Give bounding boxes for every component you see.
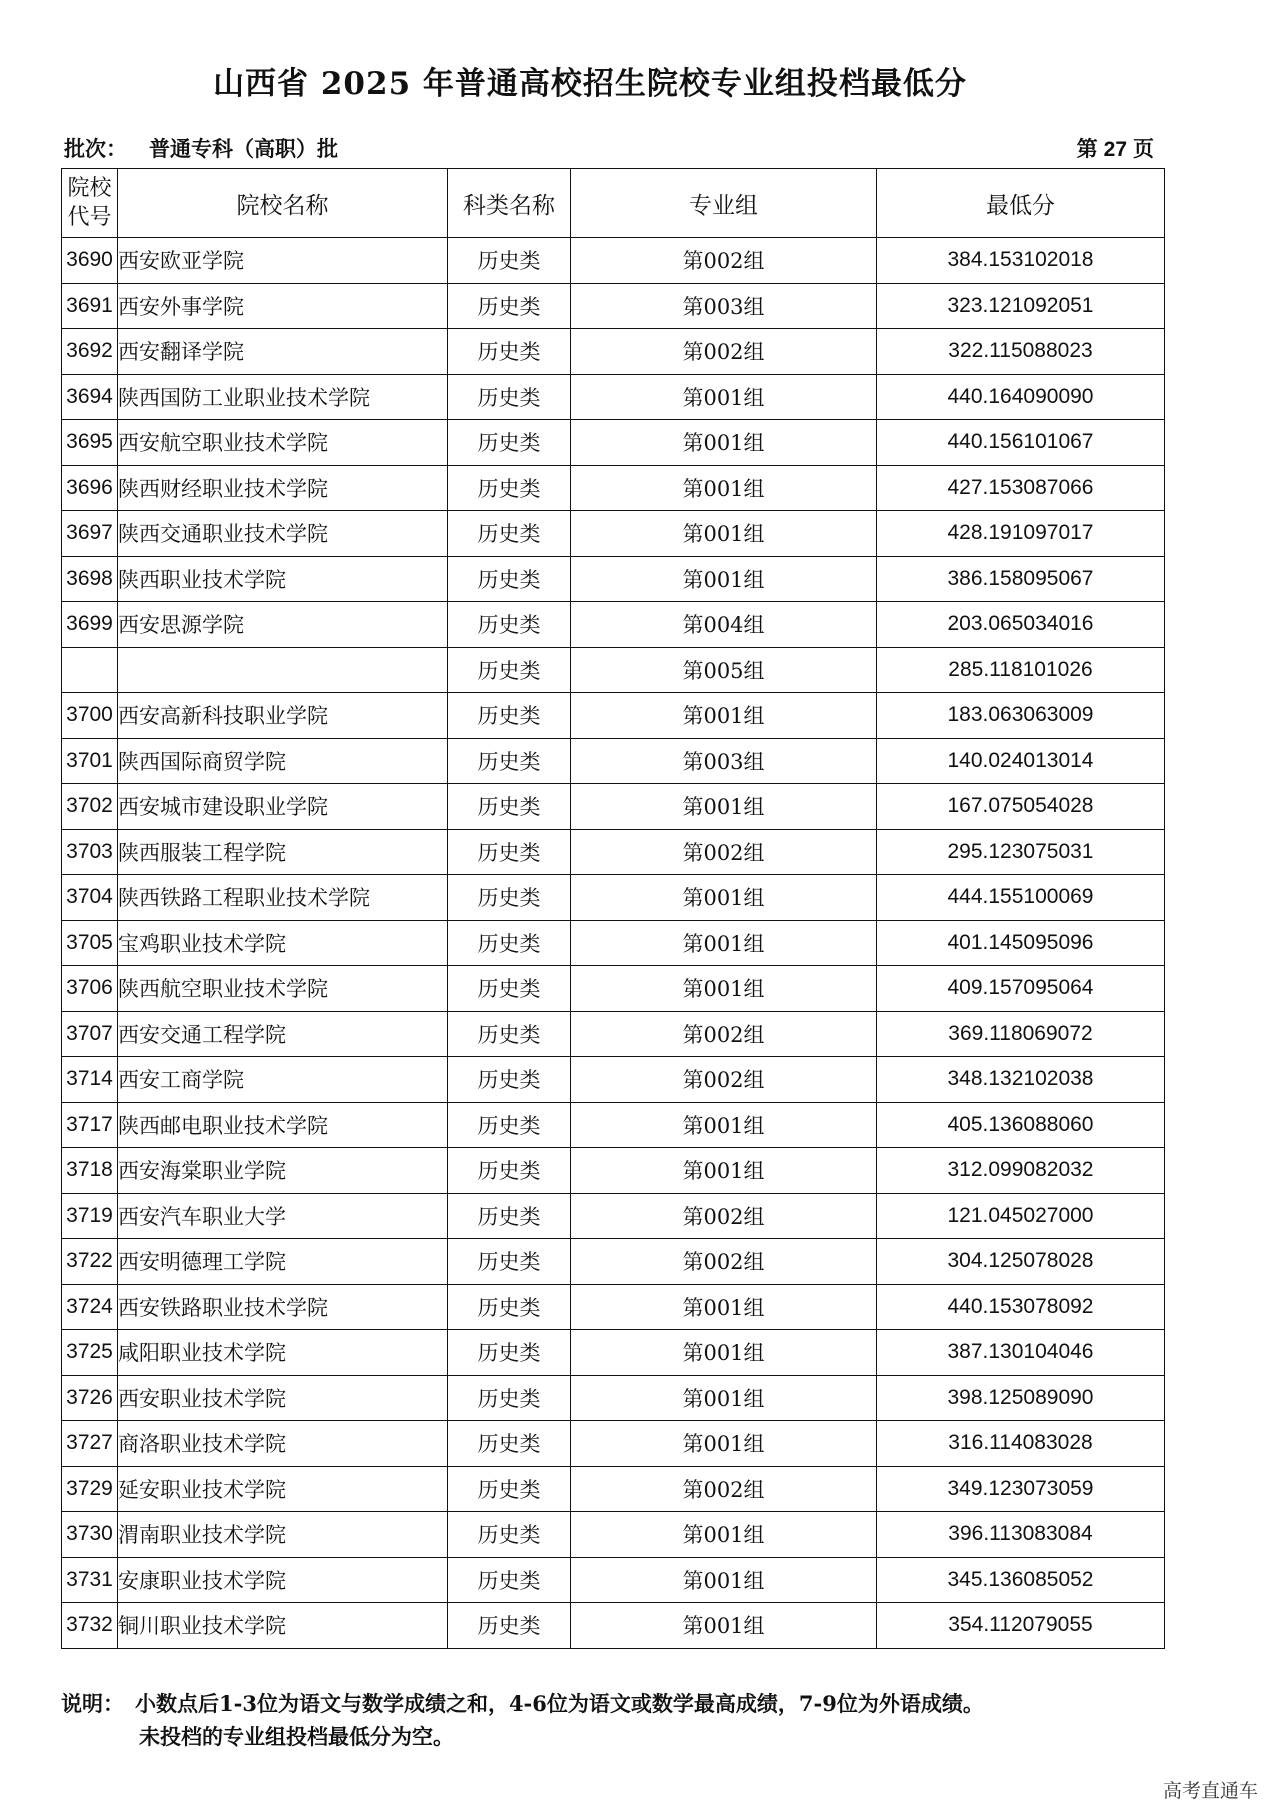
cell-code: 3698 (62, 556, 118, 602)
cell-score: 312.099082032 (877, 1148, 1165, 1194)
cell-name: 陕西服装工程学院 (118, 829, 448, 875)
cell-code: 3697 (62, 511, 118, 557)
cell-subject: 历史类 (448, 1330, 571, 1376)
cell-code: 3706 (62, 966, 118, 1012)
cell-subject: 历史类 (448, 283, 571, 329)
watermark: 高考直通车 (1162, 1780, 1258, 1802)
cell-code: 3725 (62, 1330, 118, 1376)
cell-score: 183.063063009 (877, 693, 1165, 739)
cell-subject: 历史类 (448, 329, 571, 375)
cell-code: 3730 (62, 1512, 118, 1558)
cell-subject: 历史类 (448, 1284, 571, 1330)
cell-group: 第001组 (571, 465, 877, 511)
cell-name: 宝鸡职业技术学院 (118, 920, 448, 966)
cell-group: 第002组 (571, 1193, 877, 1239)
cell-code: 3700 (62, 693, 118, 739)
page-title: 山西省 2025 年普通高校招生院校专业组投档最低分 (213, 66, 967, 102)
batch-header (64, 133, 1154, 165)
cell-subject: 历史类 (448, 1421, 571, 1467)
cell-subject: 历史类 (448, 829, 571, 875)
cell-group: 第005组 (571, 647, 877, 693)
cell-code: 3718 (62, 1148, 118, 1194)
cell-score: 444.155100069 (877, 875, 1165, 921)
table-row (62, 1011, 1165, 1057)
header-code-line2: 代号 (67, 205, 112, 230)
cell-name: 渭南职业技术学院 (118, 1512, 448, 1558)
cell-subject: 历史类 (448, 693, 571, 739)
cell-group: 第001组 (571, 1375, 877, 1421)
cell-group: 第002组 (571, 1466, 877, 1512)
cell-group: 第001组 (571, 374, 877, 420)
cell-score: 349.123073059 (877, 1466, 1165, 1512)
cell-subject: 历史类 (448, 556, 571, 602)
cell-group: 第001组 (571, 920, 877, 966)
cell-name: 铜川职业技术学院 (118, 1603, 448, 1649)
header-group: 专业组 (571, 169, 877, 238)
page-suffix: 页 (1133, 136, 1154, 161)
cell-score: 427.153087066 (877, 465, 1165, 511)
cell-group: 第002组 (571, 329, 877, 375)
cell-name (118, 647, 448, 693)
cell-code: 3722 (62, 1239, 118, 1285)
cell-score: 203.065034016 (877, 602, 1165, 648)
table-row (62, 1102, 1165, 1148)
cell-code: 3727 (62, 1421, 118, 1467)
table-row (62, 1057, 1165, 1103)
table-row (62, 1603, 1165, 1649)
cell-code: 3731 (62, 1557, 118, 1603)
cell-group: 第003组 (571, 738, 877, 784)
table-row (62, 829, 1165, 875)
cell-code (62, 647, 118, 693)
notes-line1 (61, 1687, 1171, 1720)
cell-subject: 历史类 (448, 1466, 571, 1512)
cell-subject: 历史类 (448, 647, 571, 693)
cell-code: 3690 (62, 238, 118, 284)
cell-name: 西安高新科技职业学院 (118, 693, 448, 739)
cell-code: 3699 (62, 602, 118, 648)
cell-group: 第001组 (571, 966, 877, 1012)
cell-subject: 历史类 (448, 1193, 571, 1239)
table-row (62, 1284, 1165, 1330)
cell-group: 第001组 (571, 693, 877, 739)
cell-subject: 历史类 (448, 238, 571, 284)
cell-name: 西安思源学院 (118, 602, 448, 648)
table-row (62, 1512, 1165, 1558)
cell-score: 285.118101026 (877, 647, 1165, 693)
notes-text1: 小数点后1-3位为语文与数学成绩之和，4-6位为语文或数学最高成绩，7-9位为外语成绩。 (135, 1691, 984, 1716)
cell-name: 西安海棠职业学院 (118, 1148, 448, 1194)
cell-subject: 历史类 (448, 1102, 571, 1148)
cell-name: 陕西铁路工程职业技术学院 (118, 875, 448, 921)
cell-score: 348.132102038 (877, 1057, 1165, 1103)
cell-name: 西安交通工程学院 (118, 1011, 448, 1057)
cell-score: 409.157095064 (877, 966, 1165, 1012)
cell-score: 440.156101067 (877, 420, 1165, 466)
cell-code: 3714 (62, 1057, 118, 1103)
cell-score: 121.045027000 (877, 1193, 1165, 1239)
notes-text2: 未投档的专业组投档最低分为空。 (139, 1724, 454, 1749)
table-row (62, 1330, 1165, 1376)
cell-group: 第001组 (571, 875, 877, 921)
cell-code: 3691 (62, 283, 118, 329)
cell-code: 3719 (62, 1193, 118, 1239)
cell-subject: 历史类 (448, 1512, 571, 1558)
cell-group: 第002组 (571, 1239, 877, 1285)
table-row (62, 1421, 1165, 1467)
table-row (62, 329, 1165, 375)
cell-group: 第002组 (571, 829, 877, 875)
cell-code: 3707 (62, 1011, 118, 1057)
table-row (62, 966, 1165, 1012)
cell-score: 304.125078028 (877, 1239, 1165, 1285)
cell-name: 西安欧亚学院 (118, 238, 448, 284)
cell-group: 第004组 (571, 602, 877, 648)
cell-name: 西安铁路职业技术学院 (118, 1284, 448, 1330)
cell-score: 322.115088023 (877, 329, 1165, 375)
cell-group: 第001组 (571, 556, 877, 602)
table-row (62, 1466, 1165, 1512)
cell-subject: 历史类 (448, 1239, 571, 1285)
cell-group: 第001组 (571, 1102, 877, 1148)
notes (61, 1687, 1171, 1753)
cell-name: 安康职业技术学院 (118, 1557, 448, 1603)
header-subject: 科类名称 (448, 169, 571, 238)
table-row (62, 1193, 1165, 1239)
cell-subject: 历史类 (448, 784, 571, 830)
table-body (62, 238, 1165, 1649)
cell-code: 3717 (62, 1102, 118, 1148)
cell-score: 140.024013014 (877, 738, 1165, 784)
cell-subject: 历史类 (448, 738, 571, 784)
table-row (62, 465, 1165, 511)
cell-code: 3703 (62, 829, 118, 875)
cell-name: 延安职业技术学院 (118, 1466, 448, 1512)
cell-subject: 历史类 (448, 966, 571, 1012)
cell-group: 第001组 (571, 511, 877, 557)
cell-subject: 历史类 (448, 1375, 571, 1421)
table-row (62, 602, 1165, 648)
batch-info (64, 133, 338, 163)
table-row (62, 647, 1165, 693)
cell-name: 西安明德理工学院 (118, 1239, 448, 1285)
notes-label: 说明： (61, 1691, 124, 1716)
cell-score: 345.136085052 (877, 1557, 1165, 1603)
table-row (62, 556, 1165, 602)
cell-group: 第003组 (571, 283, 877, 329)
cell-name: 西安工商学院 (118, 1057, 448, 1103)
page-prefix: 第 (1076, 136, 1098, 161)
cell-code: 3696 (62, 465, 118, 511)
cell-name: 西安翻译学院 (118, 329, 448, 375)
table-header-row (62, 169, 1165, 238)
cell-name: 陕西航空职业技术学院 (118, 966, 448, 1012)
cell-subject: 历史类 (448, 374, 571, 420)
cell-code: 3692 (62, 329, 118, 375)
table-row (62, 238, 1165, 284)
cell-name: 陕西国防工业职业技术学院 (118, 374, 448, 420)
cell-code: 3724 (62, 1284, 118, 1330)
cell-name: 陕西财经职业技术学院 (118, 465, 448, 511)
cell-subject: 历史类 (448, 1557, 571, 1603)
cell-group: 第002组 (571, 238, 877, 284)
table-row (62, 738, 1165, 784)
page-indicator (1077, 133, 1154, 163)
cell-name: 西安航空职业技术学院 (118, 420, 448, 466)
cell-subject: 历史类 (448, 420, 571, 466)
cell-code: 3702 (62, 784, 118, 830)
cell-score: 384.153102018 (877, 238, 1165, 284)
batch-value: 普通专科（高职）批 (149, 136, 338, 161)
cell-subject: 历史类 (448, 920, 571, 966)
cell-code: 3726 (62, 1375, 118, 1421)
batch-label: 批次： (64, 136, 127, 161)
cell-subject: 历史类 (448, 602, 571, 648)
header-code-line1: 院校 (67, 176, 112, 201)
page-number: 27 (1103, 138, 1127, 161)
cell-score: 295.123075031 (877, 829, 1165, 875)
cell-group: 第001组 (571, 1284, 877, 1330)
cell-score: 316.114083028 (877, 1421, 1165, 1467)
table-row (62, 875, 1165, 921)
cell-score: 369.118069072 (877, 1011, 1165, 1057)
score-table (61, 168, 1165, 1649)
table-row (62, 511, 1165, 557)
cell-name: 西安城市建设职业学院 (118, 784, 448, 830)
cell-code: 3695 (62, 420, 118, 466)
cell-subject: 历史类 (448, 1603, 571, 1649)
cell-score: 440.164090090 (877, 374, 1165, 420)
cell-group: 第001组 (571, 1330, 877, 1376)
table-row (62, 1239, 1165, 1285)
cell-group: 第001组 (571, 1603, 877, 1649)
header-name: 院校名称 (118, 169, 448, 238)
cell-name: 陕西邮电职业技术学院 (118, 1102, 448, 1148)
cell-subject: 历史类 (448, 1148, 571, 1194)
cell-score: 398.125089090 (877, 1375, 1165, 1421)
cell-name: 陕西国际商贸学院 (118, 738, 448, 784)
header-score: 最低分 (877, 169, 1165, 238)
table-row (62, 1557, 1165, 1603)
cell-score: 428.191097017 (877, 511, 1165, 557)
header-code (62, 169, 118, 238)
cell-subject: 历史类 (448, 1057, 571, 1103)
cell-name: 陕西职业技术学院 (118, 556, 448, 602)
cell-code: 3729 (62, 1466, 118, 1512)
table-row (62, 693, 1165, 739)
cell-score: 323.121092051 (877, 283, 1165, 329)
cell-code: 3704 (62, 875, 118, 921)
cell-name: 西安外事学院 (118, 283, 448, 329)
cell-code: 3701 (62, 738, 118, 784)
cell-score: 405.136088060 (877, 1102, 1165, 1148)
cell-score: 401.145095096 (877, 920, 1165, 966)
cell-score: 396.113083084 (877, 1512, 1165, 1558)
cell-score: 387.130104046 (877, 1330, 1165, 1376)
cell-name: 陕西交通职业技术学院 (118, 511, 448, 557)
cell-name: 西安汽车职业大学 (118, 1193, 448, 1239)
cell-name: 商洛职业技术学院 (118, 1421, 448, 1467)
cell-group: 第001组 (571, 784, 877, 830)
cell-group: 第001组 (571, 1557, 877, 1603)
cell-subject: 历史类 (448, 1011, 571, 1057)
table-row (62, 1375, 1165, 1421)
table-row (62, 920, 1165, 966)
cell-code: 3705 (62, 920, 118, 966)
cell-score: 440.153078092 (877, 1284, 1165, 1330)
table-row (62, 283, 1165, 329)
table-row (62, 784, 1165, 830)
cell-score: 386.158095067 (877, 556, 1165, 602)
cell-group: 第001组 (571, 1512, 877, 1558)
cell-code: 3694 (62, 374, 118, 420)
table-row (62, 374, 1165, 420)
cell-group: 第002组 (571, 1057, 877, 1103)
cell-group: 第001组 (571, 1421, 877, 1467)
cell-name: 西安职业技术学院 (118, 1375, 448, 1421)
cell-subject: 历史类 (448, 511, 571, 557)
cell-score: 354.112079055 (877, 1603, 1165, 1649)
cell-subject: 历史类 (448, 875, 571, 921)
cell-score: 167.075054028 (877, 784, 1165, 830)
cell-group: 第001组 (571, 1148, 877, 1194)
cell-subject: 历史类 (448, 465, 571, 511)
cell-name: 咸阳职业技术学院 (118, 1330, 448, 1376)
cell-group: 第001组 (571, 420, 877, 466)
cell-code: 3732 (62, 1603, 118, 1649)
table-row (62, 420, 1165, 466)
cell-group: 第002组 (571, 1011, 877, 1057)
table-row (62, 1148, 1165, 1194)
